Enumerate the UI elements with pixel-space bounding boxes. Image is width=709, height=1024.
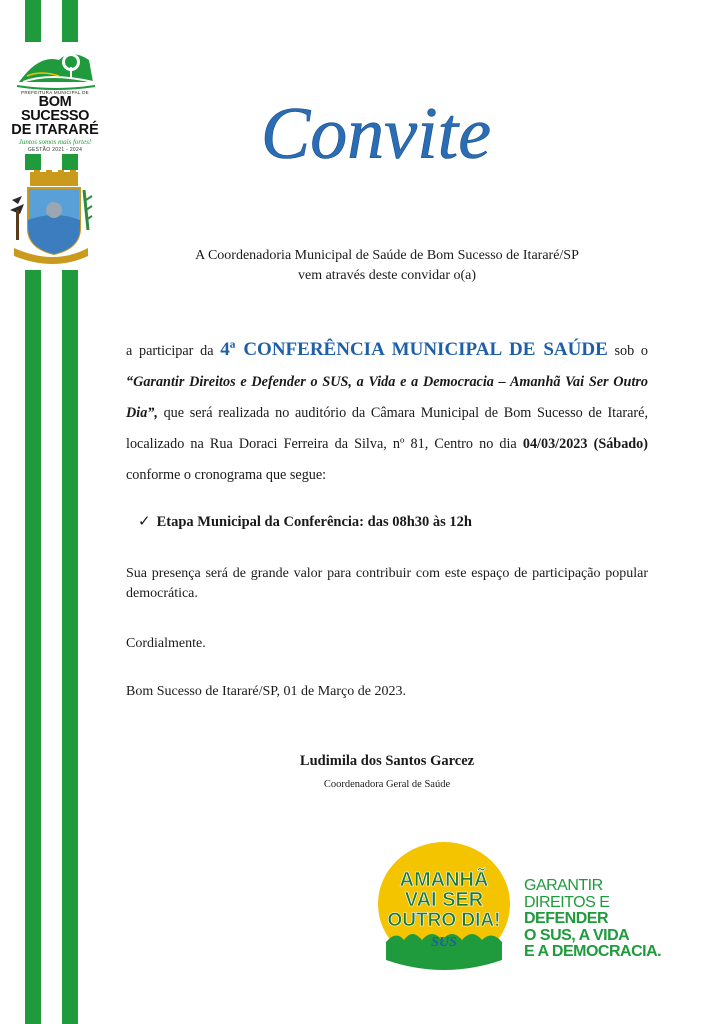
landscape-icon [9,42,101,92]
coat-of-arms-icon [4,170,94,270]
campaign-line4: O SUS, A VIDA [524,926,630,944]
conference-name: 4ª CONFERÊNCIA MUNICIPAL DE SAÚDE [220,339,608,360]
logo-city-line1: BOM SUCESSO [20,94,90,124]
campaign-line2: DIREITOS E [524,893,610,911]
municipality-logo [4,42,106,154]
campaign-line3: DEFENDER [524,910,609,927]
logo-prefeitura: PREFEITURA MUNICIPAL DE [21,90,89,95]
theme-prefix: sob o [607,343,648,359]
badge-line1: AMANHÃ [399,869,489,891]
checkmark-icon: ✓ [138,514,151,530]
logo-gestao: GESTÃO 2021 - 2024 [27,147,83,153]
logo-slogan: Juntos somos mais fortes! [18,138,92,146]
badge-line3: OUTRO DIA! [387,910,501,931]
body-middle: que será realizada no auditório da Câmara Municipal de Bom Sucesso de Itararé, localizado na Rua Doraci Ferreira da Silva, nº 81, Centro no dia [126,405,648,452]
body-prefix: a participar da [126,343,221,359]
invitation-title [226,70,526,180]
coat-of-arms [4,170,94,270]
intro-line2: vem através deste convidar o(a) [297,268,477,283]
schedule-item [138,512,472,532]
signer-role: Coordenadora Geral de Saúde [323,779,451,790]
schedule-text: Etapa Municipal da Conferência: das 08h30 às 12h [156,514,472,530]
badge-sus: SUS [431,935,457,950]
presence-paragraph: Sua presença será de grande valor para contribuir com este espaço de participação popular democrática. [126,566,648,601]
campaign-line1: GARANTIR [524,877,603,894]
title-text: Convite [260,93,492,175]
place-date: Bom Sucesso de Itararé/SP, 01 de Março de 2023. [126,684,406,699]
body-paragraph [126,334,648,491]
campaign-logo [376,842,676,977]
campaign-badge [376,842,526,977]
body-suffix: conforme o cronograma que segue: [126,467,327,483]
campaign-line5: E A DEMOCRACIA. [524,943,662,960]
campaign-slogan [524,878,661,961]
intro-paragraph [126,246,648,286]
event-date: 04/03/2023 (Sábado) [522,436,648,452]
intro-line1: A Coordenadoria Municipal de Saúde de Bom Sucesso de Itararé/SP [195,248,579,263]
badge-line2: VAI SER [404,889,484,911]
signer-name: Ludimila dos Santos Garcez [299,753,475,769]
conference-theme: “Garantir Direitos e Defender o SUS, a Vida e a Democracia – Amanhã Vai Ser Outro Dia”, [126,374,648,421]
logo-city-line2: DE ITARARÉ [11,122,99,138]
closing-text: Cordialmente. [126,636,206,651]
